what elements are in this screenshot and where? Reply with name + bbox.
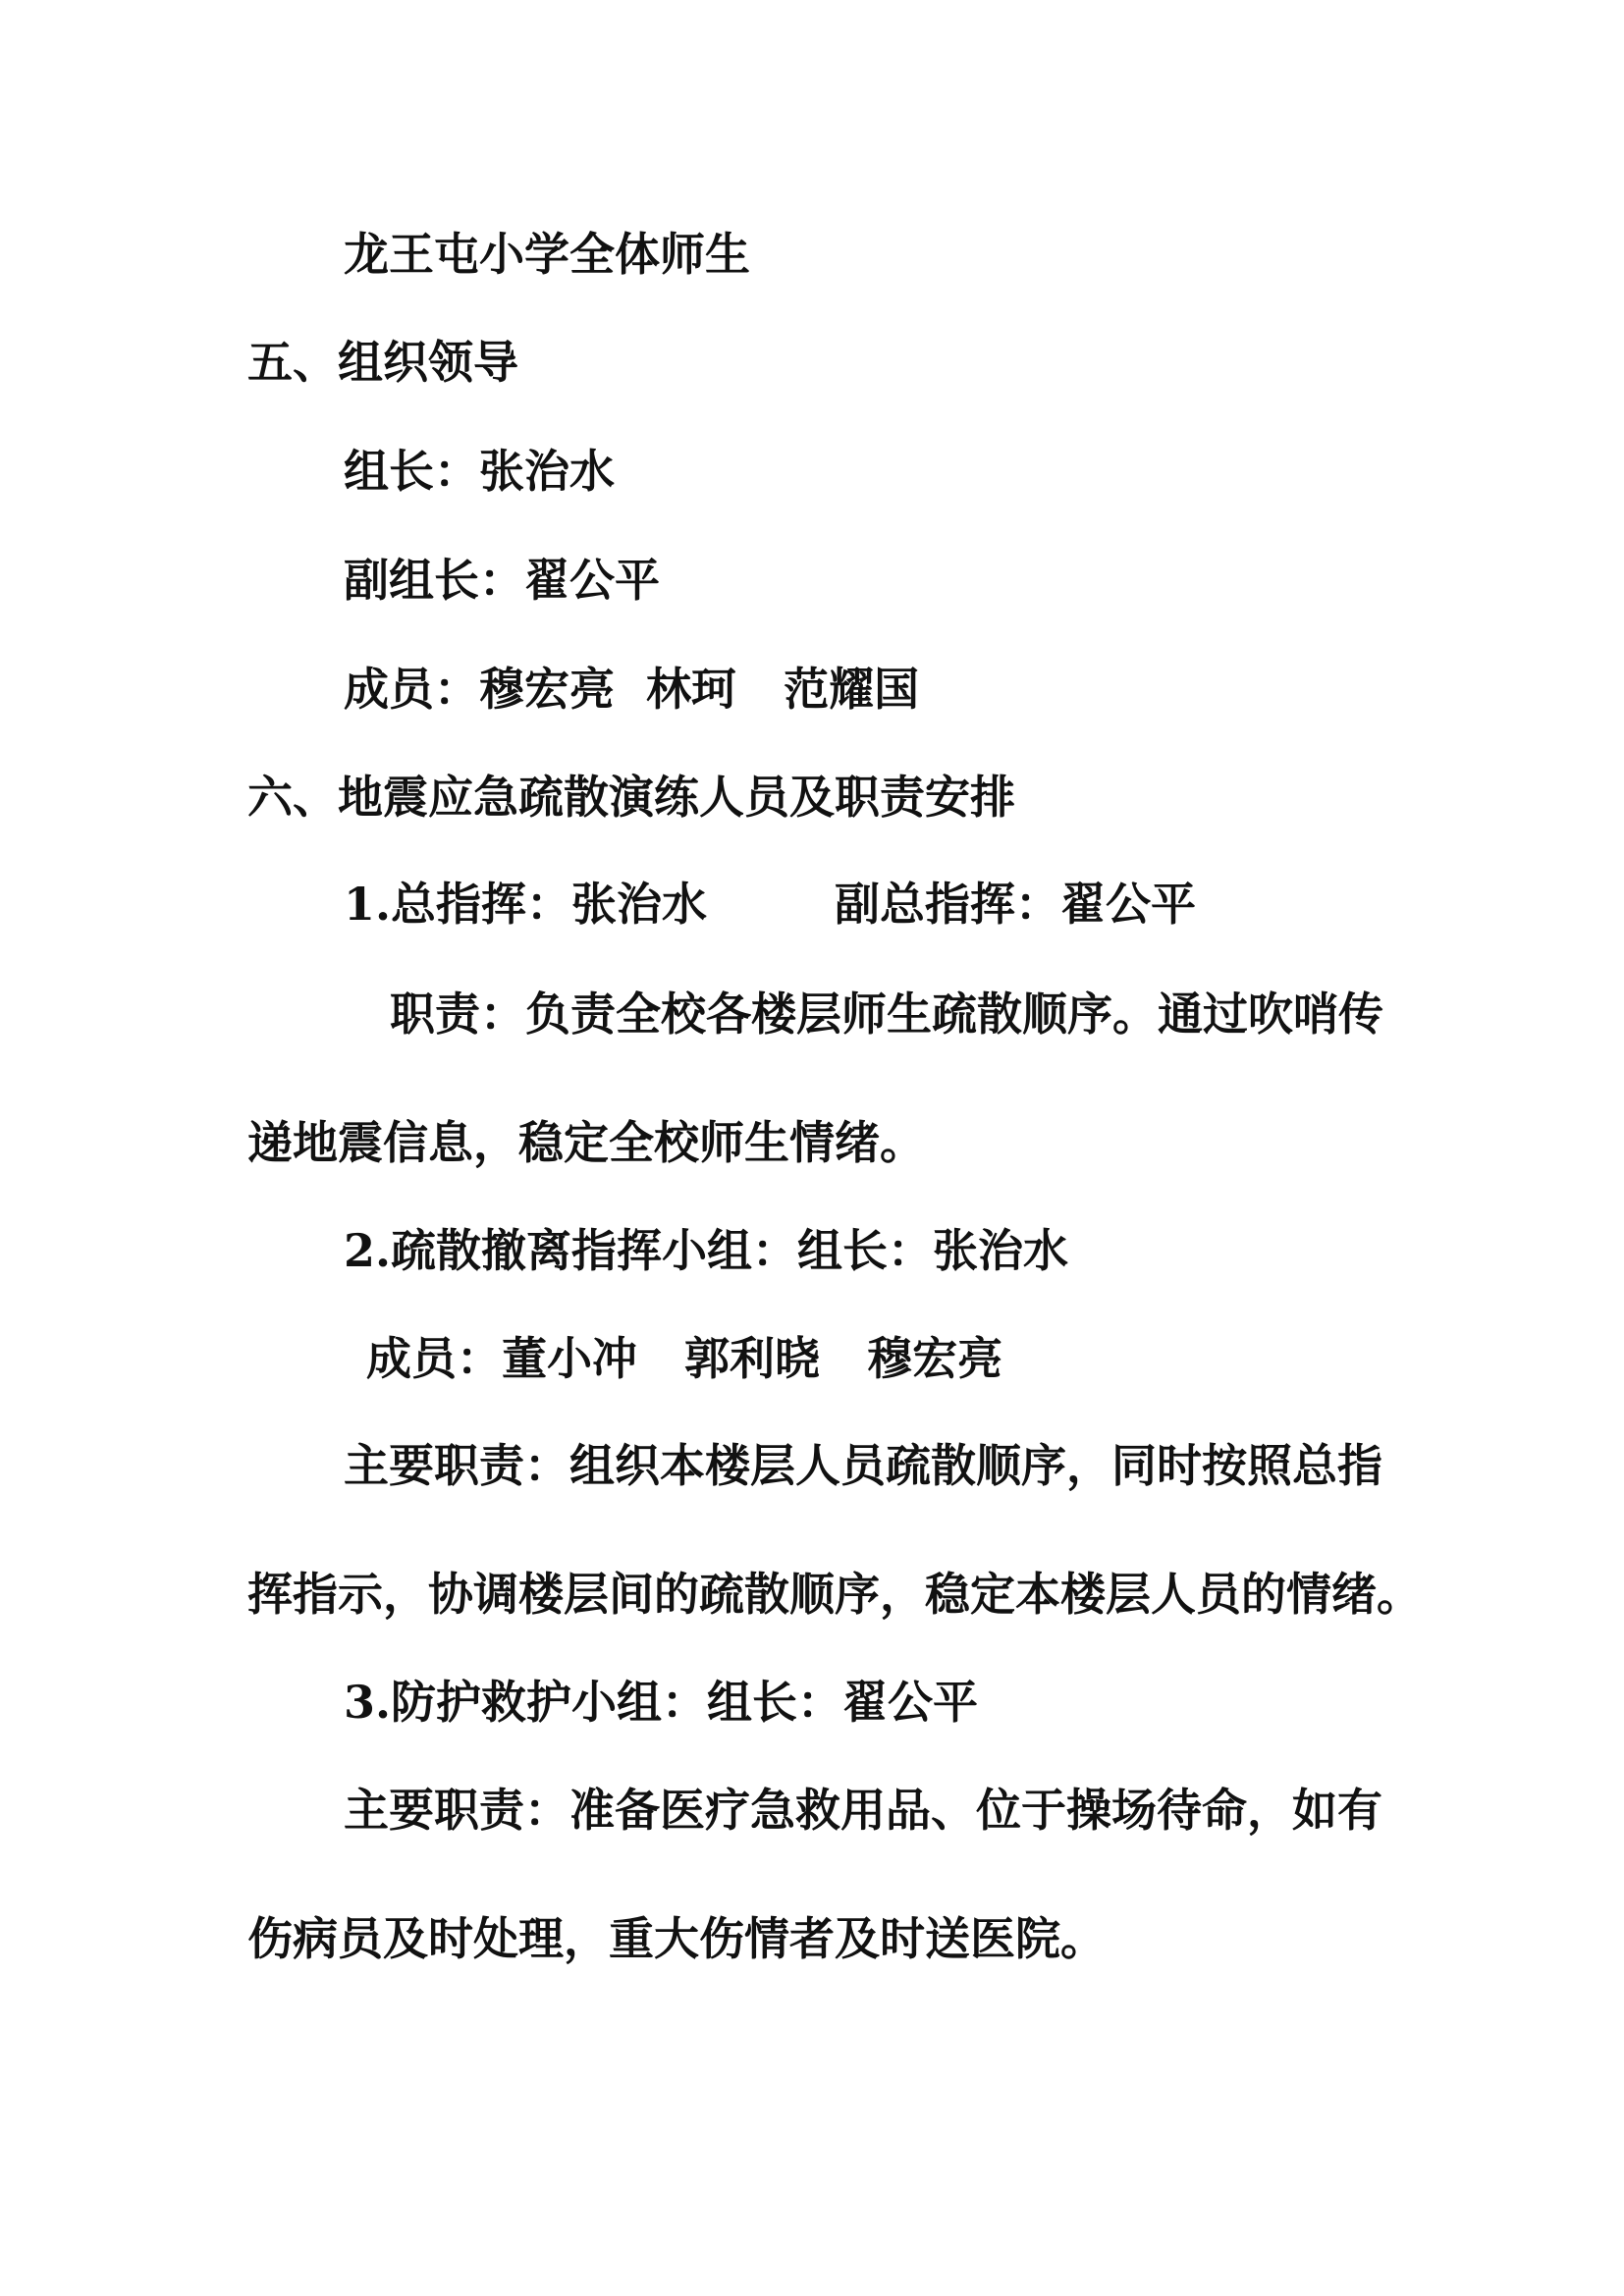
item1-deputy: 副总指挥：翟公平: [835, 878, 1196, 931]
section5-heading: 五、组织领导: [247, 336, 518, 389]
deputy-leader-line: 副组长：翟公平: [344, 554, 660, 607]
leader-line: 组长：张治水: [344, 445, 615, 498]
item3-title: 3.防护救护小组：组长：翟公平: [344, 1676, 979, 1729]
item2-members: 成员：董小冲 郭利晓 穆宏亮: [366, 1332, 1003, 1385]
item1-duty-line1: 职责：负责全校各楼层师生疏散顺序。通过吹哨传: [390, 988, 1383, 1041]
item2-duty-line1: 主要职责：组织本楼层人员疏散顺序，同时按照总指: [344, 1439, 1382, 1492]
item3-duty-line1: 主要职责：准备医疗急救用品、位于操场待命，如有: [344, 1784, 1382, 1837]
item1-title: 1.总指挥：张治水: [344, 878, 708, 931]
participants-line: 龙王屯小学全体师生: [344, 228, 750, 281]
item2-duty-line2: 挥指示，协调楼层间的疏散顺序，稳定本楼层人员的情绪。: [247, 1568, 1422, 1621]
members-line: 成员：穆宏亮 林珂 范耀国: [344, 663, 920, 716]
item1-duty-line2: 递地震信息，稳定全校师生情绪。: [247, 1116, 925, 1169]
item2-title: 2.疏散撤离指挥小组：组长：张治水: [344, 1224, 1069, 1277]
section6-heading: 六、地震应急疏散演练人员及职责安排: [247, 771, 1015, 824]
item3-duty-line2: 伤病员及时处理，重大伤情者及时送医院。: [247, 1912, 1106, 1965]
